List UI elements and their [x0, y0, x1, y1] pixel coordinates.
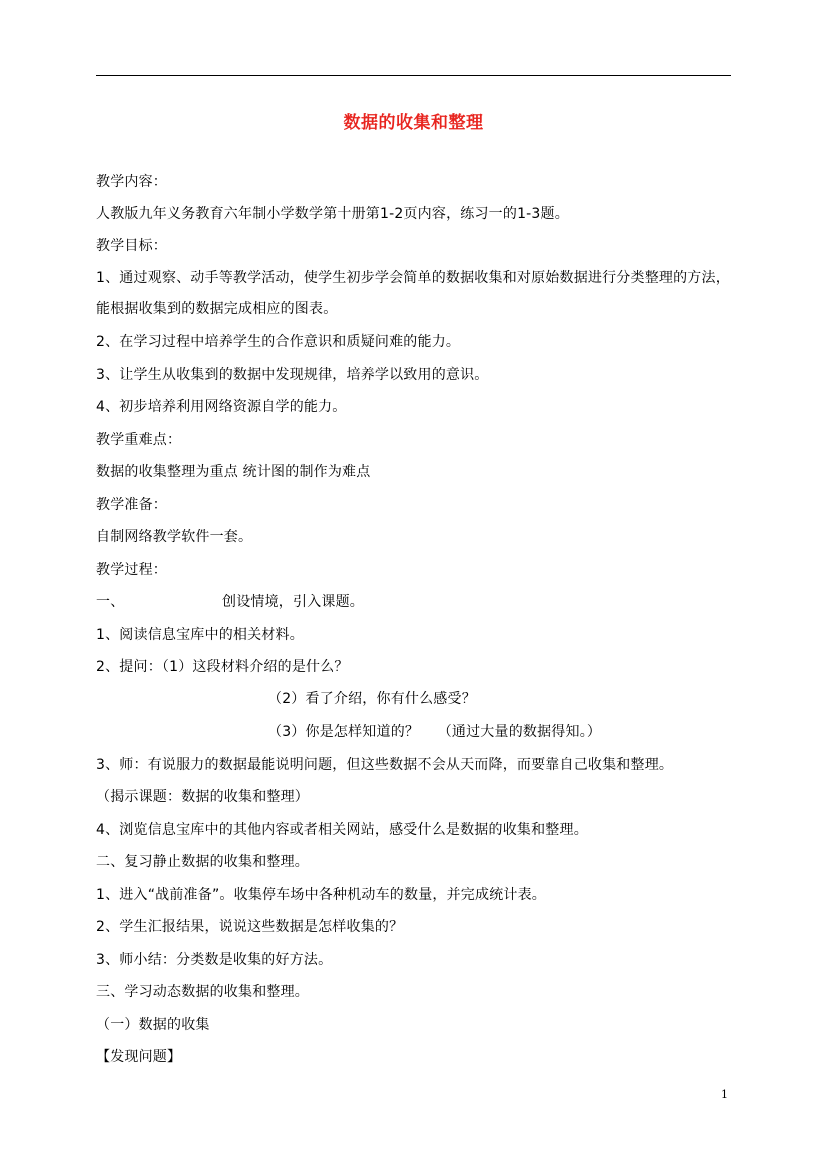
- section-heading-process: 教学过程：: [96, 562, 167, 578]
- section-heading-keypoints: 教学重难点：: [96, 432, 182, 448]
- paragraph-line: 1、阅读信息宝库中的相关材料。: [96, 627, 304, 643]
- paragraph-line: 3、让学生从收集到的数据中发现规律，培养学以致用的意识。: [96, 367, 489, 383]
- paragraph-line: 2、提问：（1）这段材料介绍的是什么？: [96, 659, 349, 675]
- section-heading-content: 教学内容：: [96, 174, 167, 190]
- paragraph-line: （一）数据的收集: [96, 1017, 210, 1033]
- paragraph-line: 三、学习动态数据的收集和整理。: [96, 984, 309, 1000]
- paragraph-line: 2、学生汇报结果，说说这些数据是怎样收集的？: [96, 919, 404, 935]
- paragraph-line: 4、初步培养利用网络资源自学的能力。: [96, 399, 347, 415]
- paragraph-line: 创设情境，引入课题。: [222, 594, 364, 610]
- paragraph-line: 1、进入“战前准备”。收集停车场中各种机动车的数量，并完成统计表。: [96, 887, 547, 903]
- paragraph-line: 1、通过观察、动手等教学活动，使学生初步学会简单的数据收集和对原始数据进行分类整理的方法，: [96, 270, 730, 286]
- paragraph-line: （揭示课题：数据的收集和整理）: [96, 789, 309, 805]
- paragraph-line: 人教版九年义务教育六年制小学数学第十册第1-2页内容，练习一的1-3题。: [96, 206, 569, 222]
- page-number: 1: [721, 1088, 728, 1101]
- document-title: 数据的收集和整理: [343, 113, 484, 133]
- paragraph-line: （3）你是怎样知道的？ （通过大量的数据得知。）: [268, 724, 602, 740]
- paragraph-line: （2）看了介绍，你有什么感受？: [268, 691, 476, 707]
- paragraph-line: 2、在学习过程中培养学生的合作意识和质疑问难的能力。: [96, 334, 461, 350]
- section-heading-preparation: 教学准备：: [96, 497, 167, 513]
- paragraph-line: 3、师小结：分类数是收集的好方法。: [96, 952, 333, 968]
- section-heading-goals: 教学目标：: [96, 238, 167, 254]
- paragraph-line: 二、复习静止数据的收集和整理。: [96, 854, 309, 870]
- paragraph-line: 【发现问题】: [96, 1049, 182, 1065]
- list-number: 一、: [96, 594, 125, 610]
- paragraph-line: 4、浏览信息宝库中的其他内容或者相关网站，感受什么是数据的收集和整理。: [96, 822, 588, 838]
- paragraph-line: 能根据收集到的数据完成相应的图表。: [96, 301, 338, 317]
- paragraph-line: 自制网络教学软件一套。: [96, 529, 253, 545]
- header-rule: [96, 75, 731, 76]
- paragraph-line: 3、师：有说服力的数据最能说明问题，但这些数据不会从天而降，而要靠自己收集和整理。: [96, 757, 674, 773]
- paragraph-line: 数据的收集整理为重点 统计图的制作为难点: [96, 464, 371, 480]
